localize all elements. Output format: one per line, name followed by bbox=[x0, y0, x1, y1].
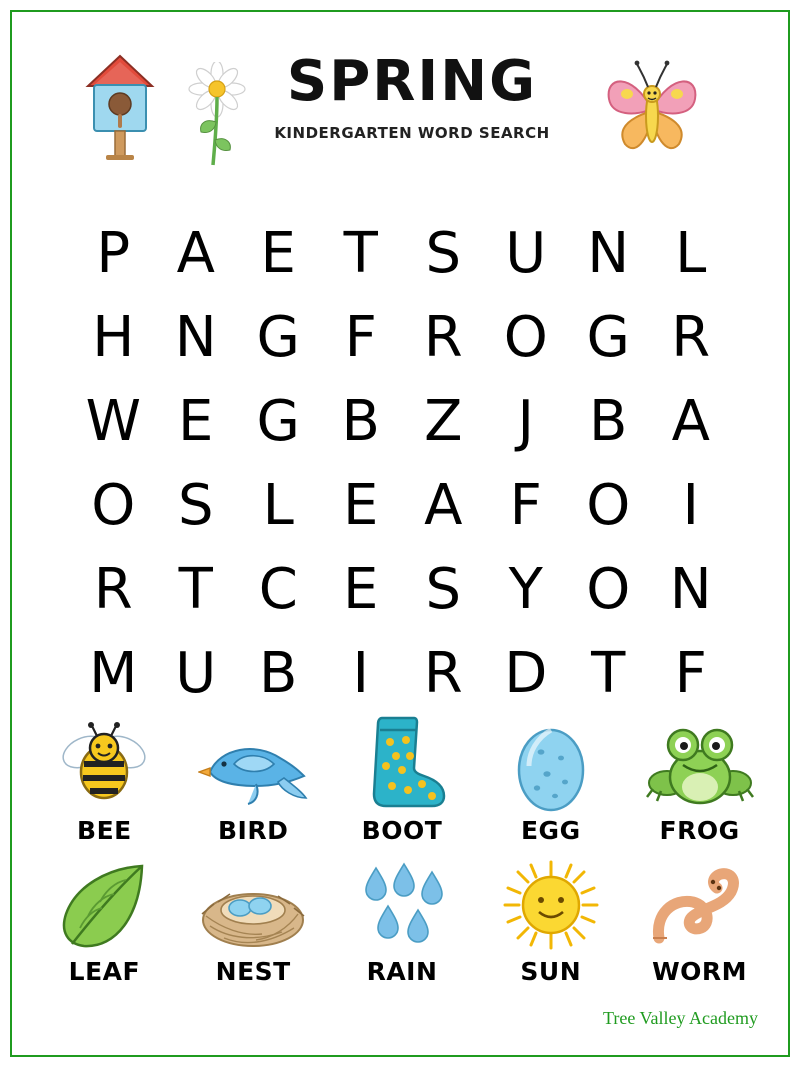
word-label: NEST bbox=[215, 957, 291, 986]
page-subtitle: KINDERGARTEN WORD SEARCH bbox=[274, 124, 550, 142]
grid-cell[interactable]: B bbox=[259, 641, 298, 706]
word-label: BOOT bbox=[361, 816, 443, 845]
grid-cell[interactable]: U bbox=[505, 221, 547, 286]
grid-cell[interactable]: M bbox=[89, 641, 138, 706]
grid-cell[interactable]: R bbox=[93, 557, 133, 622]
daisy-flower-illustration bbox=[187, 62, 247, 167]
boot-picture bbox=[332, 712, 472, 812]
grid-cell[interactable]: F bbox=[674, 641, 707, 706]
grid-cell[interactable]: A bbox=[176, 221, 215, 286]
word-item-sun bbox=[481, 853, 621, 986]
grid-cell[interactable]: T bbox=[343, 221, 378, 286]
word-item-egg bbox=[481, 712, 621, 845]
word-list-row bbox=[30, 853, 774, 986]
word-item-worm bbox=[630, 853, 770, 986]
frog-picture bbox=[630, 712, 770, 812]
grid-cell[interactable]: T bbox=[591, 641, 626, 706]
grid-cell[interactable]: Y bbox=[508, 557, 543, 622]
word-list bbox=[30, 712, 774, 994]
grid-cell[interactable]: O bbox=[586, 557, 631, 622]
grid-cell[interactable]: J bbox=[517, 389, 534, 454]
word-label: LEAF bbox=[68, 957, 141, 986]
word-item-leaf bbox=[34, 853, 174, 986]
sun-picture bbox=[481, 853, 621, 953]
grid-cell[interactable]: L bbox=[262, 473, 294, 538]
leaf-icon bbox=[54, 858, 154, 953]
leaf-picture bbox=[34, 853, 174, 953]
grid-cell[interactable]: O bbox=[91, 473, 136, 538]
word-item-boot bbox=[332, 712, 472, 845]
sun-icon bbox=[501, 858, 601, 953]
grid-cell[interactable]: A bbox=[424, 473, 463, 538]
grid-cell[interactable]: A bbox=[671, 389, 710, 454]
grid-cell[interactable]: B bbox=[589, 389, 628, 454]
rain-icon bbox=[352, 858, 452, 953]
grid-cell[interactable]: S bbox=[425, 557, 462, 622]
header bbox=[12, 12, 788, 172]
word-item-nest bbox=[183, 853, 323, 986]
egg-icon bbox=[511, 712, 591, 812]
page-content bbox=[12, 12, 788, 1055]
grid-cell[interactable]: R bbox=[671, 305, 711, 370]
grid-cell[interactable]: H bbox=[92, 305, 135, 370]
grid-cell[interactable]: R bbox=[423, 305, 463, 370]
grid-cell[interactable]: E bbox=[343, 557, 379, 622]
word-label: SUN bbox=[520, 957, 582, 986]
grid-cell[interactable]: E bbox=[178, 389, 214, 454]
title-block bbox=[267, 49, 557, 142]
boot-icon bbox=[352, 712, 452, 812]
word-item-bird bbox=[183, 712, 323, 845]
grid-cell[interactable]: N bbox=[669, 557, 712, 622]
grid-cell[interactable]: E bbox=[260, 221, 296, 286]
page-title: SPRING bbox=[286, 49, 538, 114]
word-label: RAIN bbox=[366, 957, 438, 986]
grid-cell[interactable]: S bbox=[425, 221, 462, 286]
word-label: EGG bbox=[520, 816, 581, 845]
grid-cell[interactable]: O bbox=[503, 305, 548, 370]
birdhouse-illustration bbox=[84, 52, 156, 162]
egg-picture bbox=[481, 712, 621, 812]
bee-icon bbox=[54, 720, 154, 812]
grid-cell[interactable]: R bbox=[423, 641, 463, 706]
grid-cell[interactable]: T bbox=[178, 557, 213, 622]
word-label: BEE bbox=[77, 816, 132, 845]
word-list-row bbox=[30, 712, 774, 845]
nest-picture bbox=[183, 853, 323, 953]
grid-cell[interactable]: P bbox=[96, 221, 131, 286]
frog-icon bbox=[645, 717, 755, 812]
grid-cell[interactable]: F bbox=[509, 473, 542, 538]
grid-cell[interactable]: W bbox=[85, 389, 141, 454]
grid-cell[interactable]: G bbox=[256, 305, 300, 370]
worm-picture bbox=[630, 853, 770, 953]
word-item-frog bbox=[630, 712, 770, 845]
grid-cell[interactable]: N bbox=[587, 221, 630, 286]
word-label: FROG bbox=[659, 816, 740, 845]
worm-icon bbox=[645, 858, 755, 953]
grid-cell[interactable]: G bbox=[256, 389, 300, 454]
bee-picture bbox=[34, 712, 174, 812]
word-label: WORM bbox=[652, 957, 748, 986]
grid-cell[interactable]: B bbox=[341, 389, 380, 454]
bird-icon bbox=[198, 720, 308, 812]
grid-cell[interactable]: L bbox=[675, 221, 707, 286]
grid-cell[interactable]: I bbox=[352, 641, 369, 706]
grid-cell[interactable]: E bbox=[343, 473, 379, 538]
grid-cell[interactable]: O bbox=[586, 473, 631, 538]
grid-cell[interactable]: G bbox=[586, 305, 630, 370]
grid-cell[interactable]: C bbox=[258, 557, 298, 622]
butterfly-illustration bbox=[597, 54, 707, 164]
grid-cell[interactable]: U bbox=[175, 641, 217, 706]
footer-credit: Tree Valley Academy bbox=[603, 1008, 758, 1028]
grid-cell[interactable]: S bbox=[177, 473, 214, 538]
grid-cell[interactable]: I bbox=[682, 473, 699, 538]
word-search-grid[interactable] bbox=[72, 212, 732, 716]
grid-cell[interactable]: Z bbox=[424, 389, 463, 454]
grid-cell[interactable]: N bbox=[174, 305, 217, 370]
bird-picture bbox=[183, 712, 323, 812]
word-item-bee bbox=[34, 712, 174, 845]
grid-cell[interactable]: F bbox=[344, 305, 377, 370]
grid-cell[interactable]: D bbox=[504, 641, 548, 706]
word-item-rain bbox=[332, 853, 472, 986]
word-label: BIRD bbox=[218, 816, 289, 845]
rain-picture bbox=[332, 853, 472, 953]
nest-icon bbox=[198, 858, 308, 953]
